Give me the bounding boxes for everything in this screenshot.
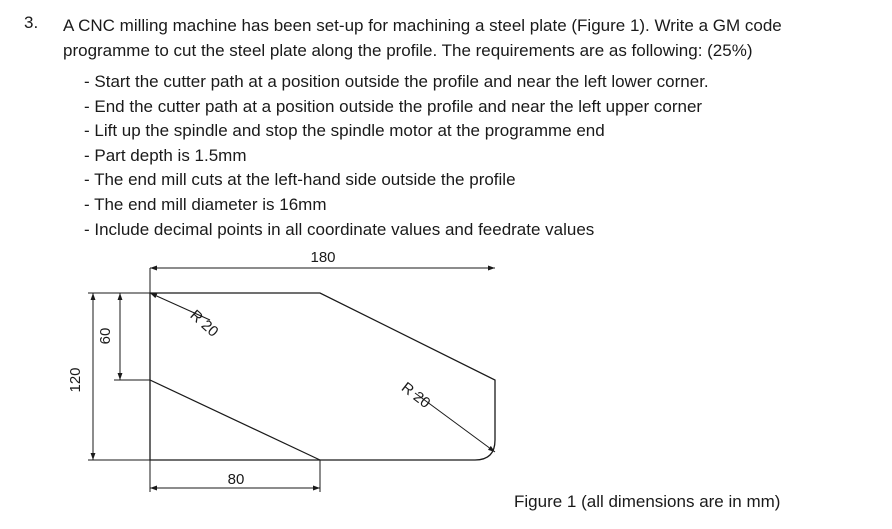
- requirement-item: - The end mill cuts at the left-hand side outside the profile: [84, 170, 516, 190]
- requirement-item: - Include decimal points in all coordinate values and feedrate values: [84, 219, 595, 239]
- dimension-label-180: 180: [310, 249, 336, 266]
- question-intro: A CNC milling machine has been set-up for machining a steel plate (Figure 1). Write a GM code programme to cut the steel plate along the profile. The requirements are as following: (25%): [63, 16, 782, 60]
- dimension-label-120: 120: [67, 367, 84, 393]
- inner-diagonal-line: [150, 380, 320, 460]
- dimension-label-60: 60: [97, 327, 114, 345]
- radius-label-upper: R 20: [186, 306, 222, 341]
- requirement-item: - The end mill diameter is 16mm: [84, 194, 327, 214]
- figure-caption: Figure 1 (all dimensions are in mm): [514, 492, 781, 511]
- requirement-item: - Part depth is 1.5mm: [84, 145, 247, 165]
- requirement-item: - End the cutter path at a position outside the profile and near the left upper corner: [84, 96, 703, 116]
- requirement-item: - Lift up the spindle and stop the spindle motor at the programme end: [84, 121, 605, 141]
- dimension-label-80: 80: [227, 471, 245, 488]
- requirement-item: - Start the cutter path at a position outside the profile and near the left lower corner.: [84, 72, 709, 91]
- question-number: 3.: [24, 13, 39, 32]
- radius-label-lower: R 20: [398, 379, 434, 412]
